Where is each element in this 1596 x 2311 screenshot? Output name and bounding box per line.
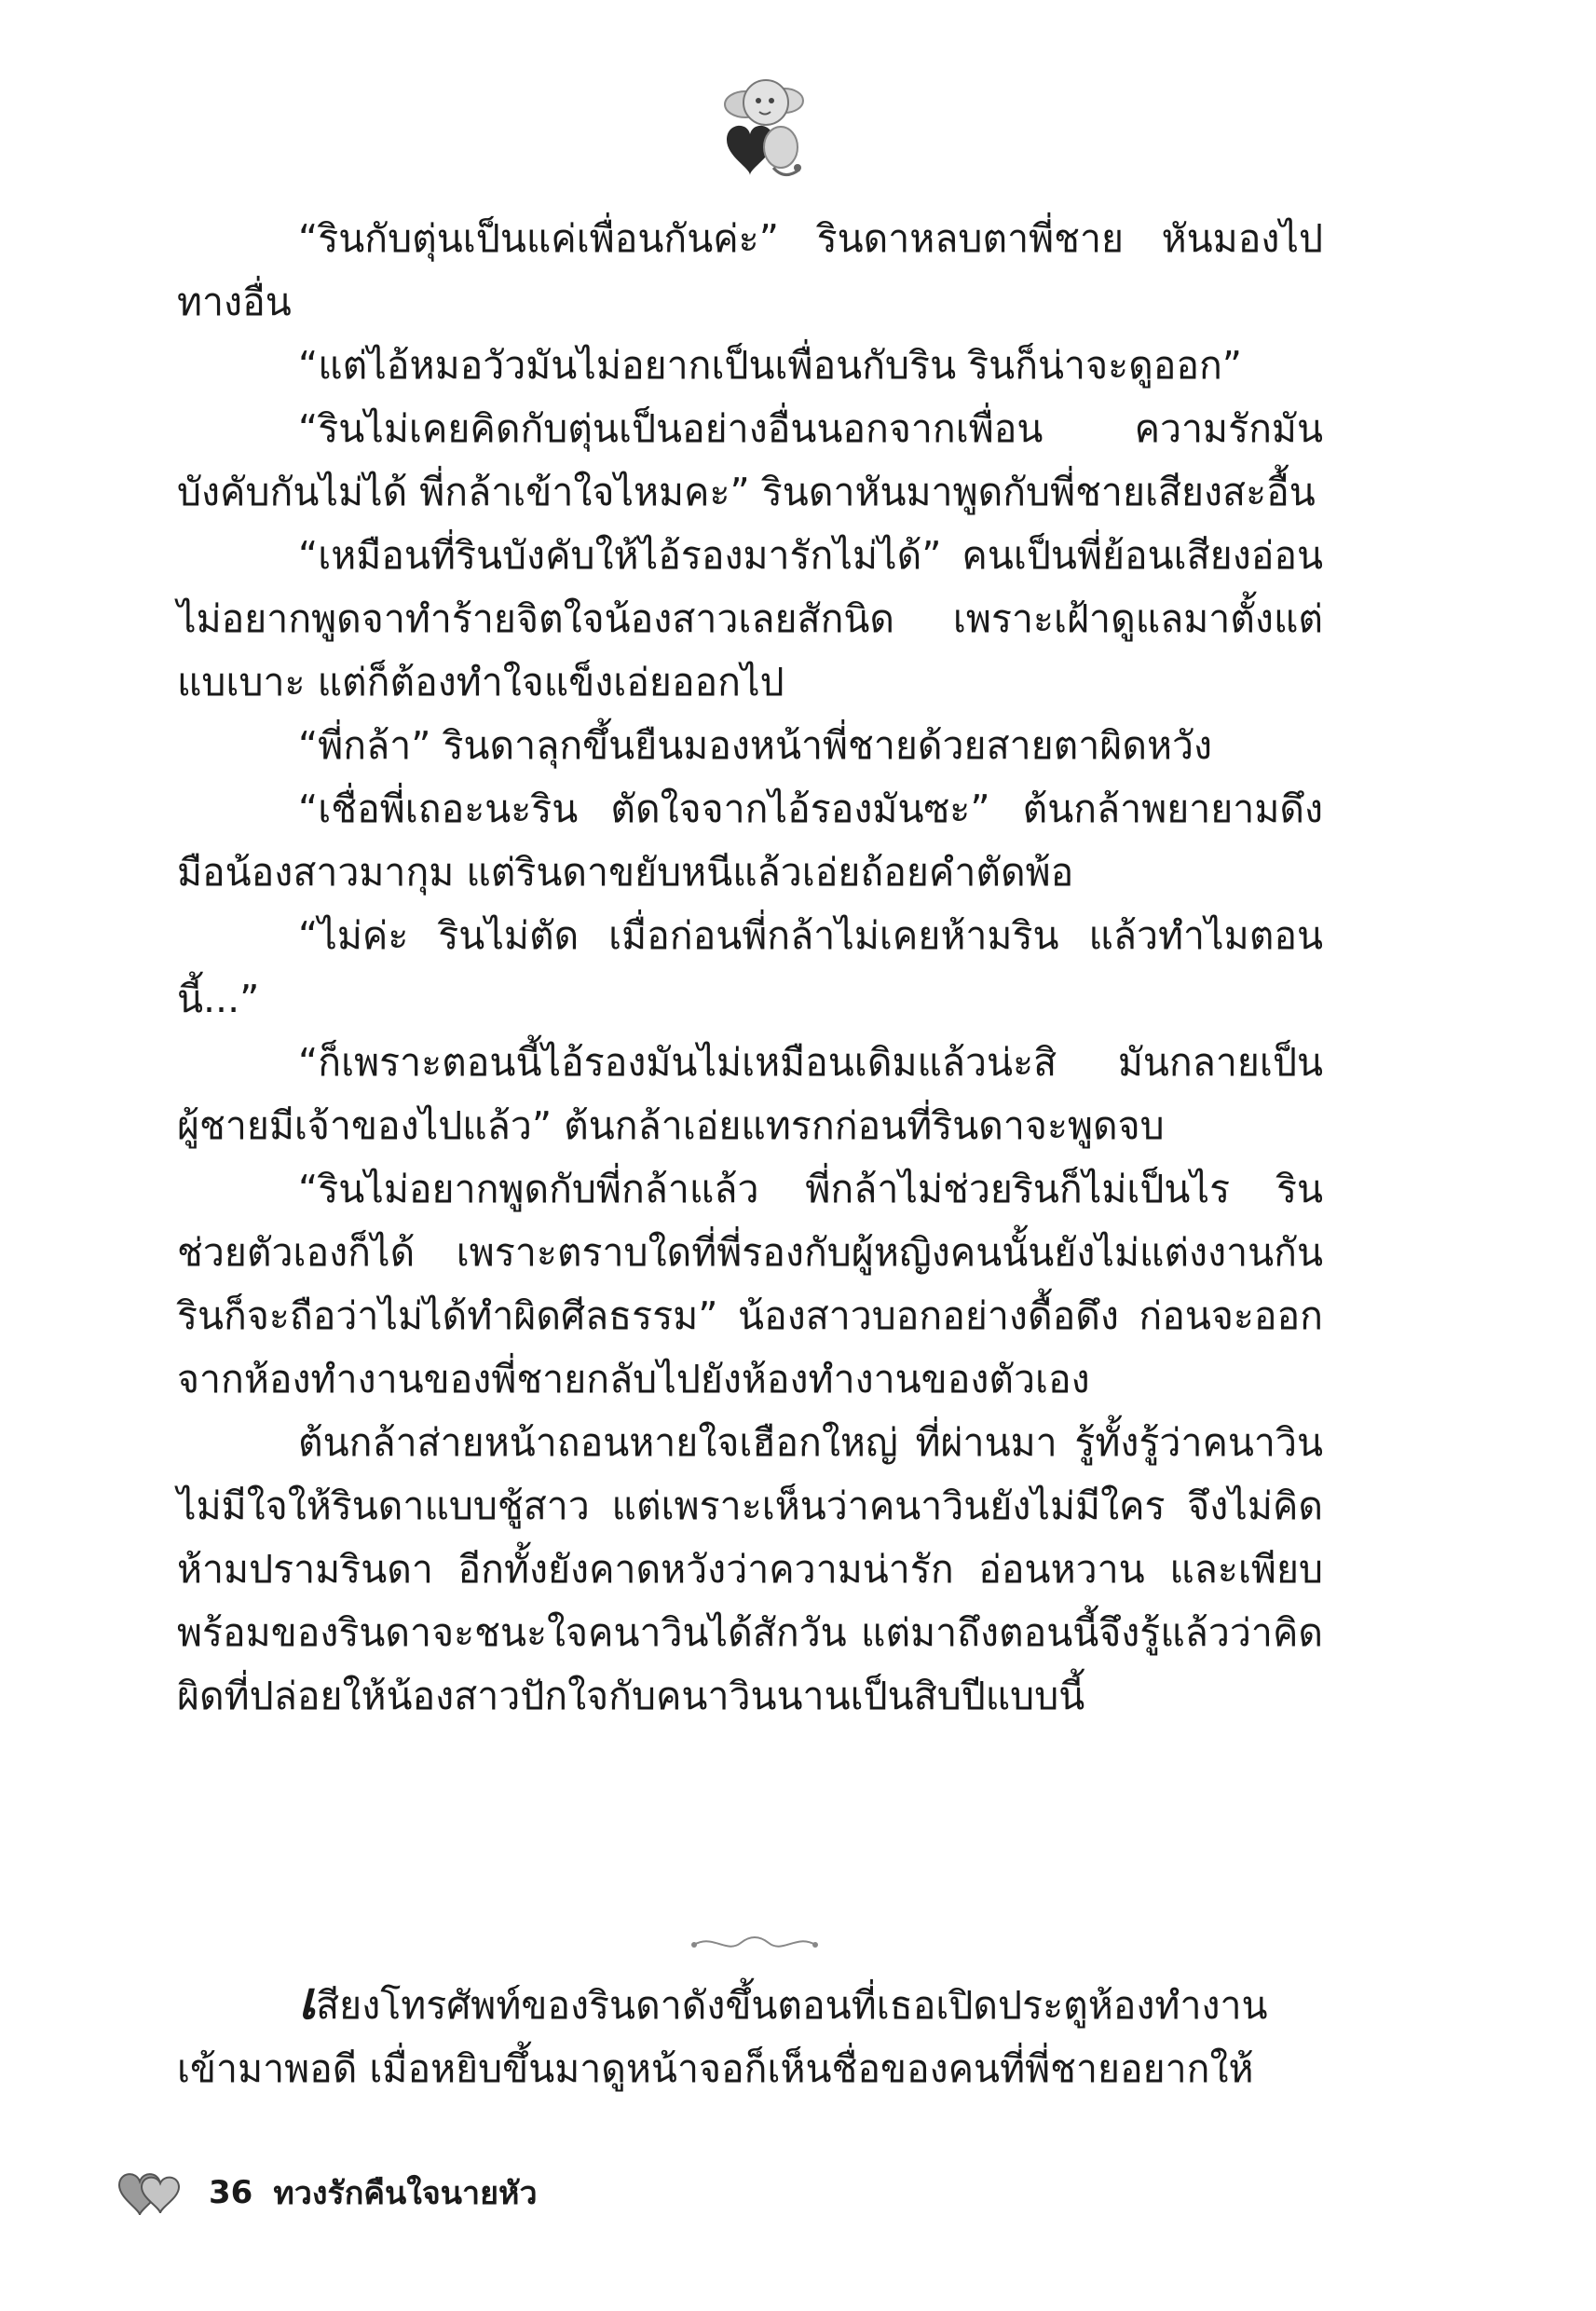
- paragraph: “ไม่ค่ะ รินไม่ตัด เมื่อก่อนพี่กล้าไม่เคยห้ามริน แล้วทำไมตอนนี้...”: [177, 913, 1323, 1021]
- drop-cap: เ: [298, 1970, 317, 2031]
- paragraph: “เหมือนที่รินบังคับให้ไอ้รองมารักไม่ได้” คนเป็นพี่ย้อนเสียงอ่อน ไม่อยากพูดจาทำร้ายจิตใจน้องสาวเลยสักนิด เพราะเฝ้าดูแลมาตั้งแต่แบเบาะ แต่ก็ต้องทำใจแข็งเอ่ยออกไป: [177, 533, 1323, 704]
- page-footer: [112, 2160, 538, 2225]
- paragraph: “รินไม่อยากพูดกับพี่กล้าแล้ว พี่กล้าไม่ช่วยรินก็ไม่เป็นไร รินช่วยตัวเองก็ได้ เพราะตราบใดที่พี่รองกับผู้หญิงคนนั้นยังไม่แต่งงานกัน รินก็จะถือว่าไม่ได้ทำผิดศีลธรรม” น้องสาวบอกอย่างดื้อดึง ก่อนจะออกจากห้องทำงานของพี่ชายกลับไปยังห้องทำงานของตัวเอง: [177, 1167, 1323, 1402]
- paragraph: “รินไม่เคยคิดกับตุ่นเป็นอย่างอื่นนอกจากเพื่อน ความรักมันบังคับกันไม่ได้ พี่กล้าเข้าใจไหมคะ” รินดาหันมาพูดกับพี่ชายเสียงสะอื้น: [177, 406, 1323, 514]
- flourish-divider-icon: [685, 1924, 825, 1962]
- paragraph: “เชื่อพี่เถอะนะริน ตัดใจจากไอ้รองมันซะ” ต้นกล้าพยายามดึงมือน้องสาวมากุม แต่รินดาขยับหนีแล้วเอ่ยถ้อยคำตัดพ้อ: [177, 786, 1323, 895]
- paragraph-text: สียงโทรศัพท์ของรินดาดังขึ้นตอนที่เธอเปิดประตูห้องทำงานเข้ามาพอดี เมื่อหยิบขึ้นมาดูหน้าจอก็เห็นชื่อของคนที่พี่ชายอยากให้: [177, 1983, 1268, 2091]
- cupid-heart-icon: [708, 65, 820, 186]
- paragraph: “รินกับตุ่นเป็นแค่เพื่อนกันค่ะ” รินดาหลบตาพี่ชาย หันมองไปทางอื่น: [177, 216, 1323, 324]
- paragraph: “ก็เพราะตอนนี้ไอ้รองมันไม่เหมือนเดิมแล้วน่ะสิ มันกลายเป็นผู้ชายมีเจ้าของไปแล้ว” ต้นกล้าเอ่ยแทรกก่อนที่รินดาจะพูดจบ: [177, 1040, 1323, 1148]
- paragraph: “พี่กล้า” รินดาลุกขึ้นยืนมองหน้าพี่ชายด้วยสายตาผิดหวัง: [298, 723, 1213, 768]
- paragraph: “แต่ไอ้หมอวัวมันไม่อยากเป็นเพื่อนกับริน รินก็น่าจะดูออก”: [298, 343, 1243, 388]
- body-text: [177, 207, 1323, 1728]
- book-title: ทวงรักคืนใจนายหัว: [273, 2175, 538, 2212]
- paragraph: ต้นกล้าส่ายหน้าถอนหายใจเฮือกใหญ่ ที่ผ่านมา รู้ทั้งรู้ว่าคนาวินไม่มีใจให้รินดาแบบชู้สาว แต่เพราะเห็นว่าคนาวินยังไม่มีใคร จึงไม่คิดห้ามปรามรินดา อีกทั้งยังคาดหวังว่าความน่ารัก อ่อนหวาน และเพียบพร้อมของรินดาจะชนะใจคนาวินได้สักวัน แต่มาถึงตอนนี้จึงรู้แล้วว่าคิดผิดที่ปล่อยให้น้องสาวปักใจกับคนาวินนานเป็นสิบปีแบบนี้: [177, 1420, 1323, 1718]
- paragraph-dropcap: [177, 1970, 1323, 2100]
- hearts-icon: [112, 2167, 188, 2219]
- page-number: 36: [209, 2174, 253, 2211]
- section-two-text: [177, 1970, 1323, 2100]
